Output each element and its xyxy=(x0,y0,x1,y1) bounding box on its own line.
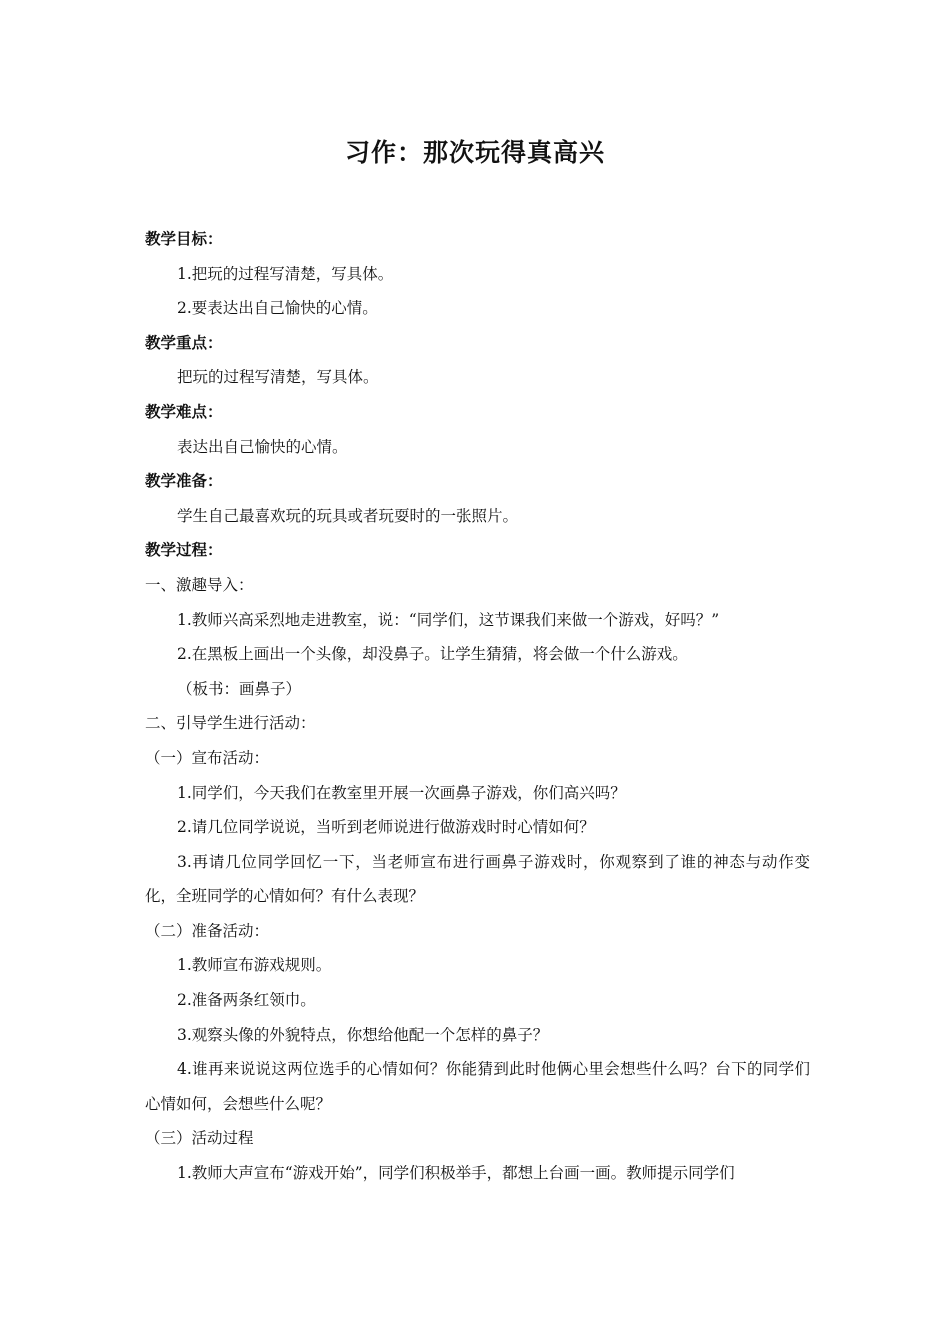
part-2-heading: 二、引导学生进行活动： xyxy=(145,714,316,733)
part-1-heading: 一、激趣导入： xyxy=(145,575,254,594)
document-body xyxy=(145,222,810,1191)
subsection-1-item-3: 3.再请几位同学回忆一下，当老师宣布进行画鼻子游戏时，你观察到了谁的神态与动作变化，全班同学的心情如何？有什么表现？ xyxy=(145,852,810,906)
subsection-2-item-4: 4.谁再来说说这两位选手的心情如何？你能猜到此时他俩心里会想些什么吗？台下的同学们心情如何，会想些什么呢？ xyxy=(145,1060,810,1113)
subsection-3-item-1: 1.教师大声宣布“游戏开始”，同学们积极举手，都想上台画一画。教师提示同学们 xyxy=(177,1164,735,1183)
subsection-1-item-2: 2.请几位同学说说，当听到老师说进行做游戏时时心情如何？ xyxy=(177,818,595,837)
goal-heading: 教学目标： xyxy=(145,230,223,248)
part-1-item-1: 1.教师兴高采烈地走进教室，说：“同学们，这节课我们来做一个游戏，好吗？” xyxy=(177,610,720,629)
part-1-item-2: 2.在黑板上画出一个头像，却没鼻子。让学生猜猜，将会做一个什么游戏。 xyxy=(177,645,688,664)
focus-heading: 教学重点： xyxy=(145,333,223,352)
goal-item-1: 1.把玩的过程写清楚，写具体。 xyxy=(177,264,394,283)
subsection-2-item-3: 3.观察头像的外貌特点，你想给他配一个怎样的鼻子？ xyxy=(177,1025,549,1044)
goal-item-2: 2.要表达出自己愉快的心情。 xyxy=(177,299,378,318)
focus-text: 把玩的过程写清楚，写具体。 xyxy=(177,368,379,387)
preparation-heading: 教学准备： xyxy=(145,472,223,491)
subsection-3-heading: （三）活动过程 xyxy=(145,1129,254,1148)
board-note: （板书：画鼻子） xyxy=(177,679,302,698)
subsection-1-item-1: 1.同学们，今天我们在教室里开展一次画鼻子游戏，你们高兴吗？ xyxy=(177,783,626,802)
page-title: 习作：那次玩得真高兴 xyxy=(344,138,605,167)
subsection-2-item-1: 1.教师宣布游戏规则。 xyxy=(177,956,332,975)
subsection-2-heading: （二）准备活动： xyxy=(145,921,270,940)
process-heading: 教学过程： xyxy=(145,541,223,560)
subsection-1-heading: （一）宣布活动： xyxy=(145,748,270,767)
preparation-text: 学生自己最喜欢玩的玩具或者玩耍时的一张照片。 xyxy=(177,506,519,525)
difficulty-heading: 教学难点： xyxy=(145,402,223,421)
subsection-2-item-2: 2.准备两条红领巾。 xyxy=(177,991,316,1010)
difficulty-text: 表达出自己愉快的心情。 xyxy=(177,437,348,456)
